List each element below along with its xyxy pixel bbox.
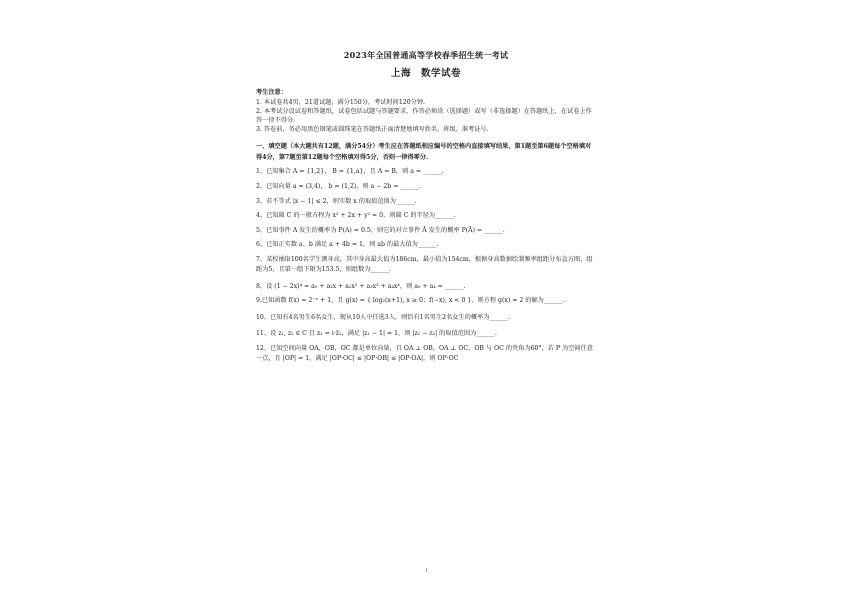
question-8: 8、设 (1 − 2x)⁴ = a₀ + a₁x + a₂x² + a₃x³ + a₄x⁴，则 a₀ + a₄ = ______. xyxy=(256,282,466,290)
question-9: 9.已知函数 f(x) = 2⁻ˣ + 1，且 g(x) = { log₂(x+1), x ≥ 0；f(−x), x < 0 }，则方程 g(x) = 2 的解为______. xyxy=(256,297,565,305)
section-heading-fill-in: 一、填空题（本大题共有12题，满分54分）考生应在答题纸相应编号的空格内直接填写结果，第1题至第6题每个空格填对得4分，第7题至第12题每个空格填对得5分，否则一律得零分. xyxy=(256,143,592,161)
question-3: 3、若不等式 |x − 1| ≤ 2，则实数 x 的取值范围为______. xyxy=(256,197,417,205)
question-4: 4、已知圆 C 的一般方程为 x² + 2x + y² = 0，则圆 C 的半径为______. xyxy=(256,212,456,220)
question-7: 7、某校抽取100名学生测身高，其中身高最大值为186cm，最小值为154cm，根据身高数据绘制频率组距分布直方图，组距为5，且第一组下限为153.5，则组数为______. xyxy=(256,255,593,274)
exam-title: 2023年全国普通高等学校春季招生统一考试 xyxy=(343,50,509,60)
notice-item-1: 1. 本试卷共4页，21道试题，满分150分，考试时间120分钟. xyxy=(256,98,426,106)
question-2: 2、已知向量 a = (3,4)， b = (1,2)，则 a − 2b = ______. xyxy=(256,183,421,190)
notice-item-3: 3. 答卷前，务必用黑色钢笔或圆珠笔在答题纸正面清楚地填写姓名、班级、准考证号. xyxy=(256,126,489,134)
question-11: 11、设 z₁, z₂ ∈ C 且 z₁ = i·z̄₂，满足 |z₁ − 1| = 1，则 |z₁ − z₂| 的取值范围为______. xyxy=(256,330,497,338)
question-1: 1、已知集合 A = {1,2}， B = {1,a}，且 A = B，则 a = ______. xyxy=(256,168,444,176)
page-number: 1 xyxy=(425,568,429,574)
question-12: 12、已知空间向量 OA，OB，OC 都是单位向量，且 OA ⊥ OB，OA ⊥ OC，OB 与 OC 的夹角为60°，若 P 为空间任意一点，且 |OP| = 1，满足 |OP·OC| ≤ |OP·OB| ≤ |OP·OA|，则 OP·OC xyxy=(256,344,593,363)
exam-subtitle: 上海 数学试卷 xyxy=(390,67,461,79)
notice-item-2: 2. 本考试分设试卷和答题纸，试卷包括试题与答题要求，作答必须涂（选择题）或写（非选择题）在答题纸上，在试卷上作答一律不得分. xyxy=(256,108,592,124)
notice-block xyxy=(256,89,596,135)
question-5: 5、已知事件 A 发生的概率为 P(A) = 0.5，则它的对立事件 Ā 发生的概率 P(Ā) = ______. xyxy=(256,226,505,234)
question-6: 6、已知正实数 a、b 满足 a + 4b = 1，则 ab 的最大值为______. xyxy=(256,241,439,249)
exam-sheet xyxy=(256,50,596,371)
question-10: 10、已知有4名男生6名女生，现从10人中任选3人，则恰有1名男生2名女生的概率为______. xyxy=(256,313,510,321)
notice-heading: 考生注意： xyxy=(256,88,287,96)
